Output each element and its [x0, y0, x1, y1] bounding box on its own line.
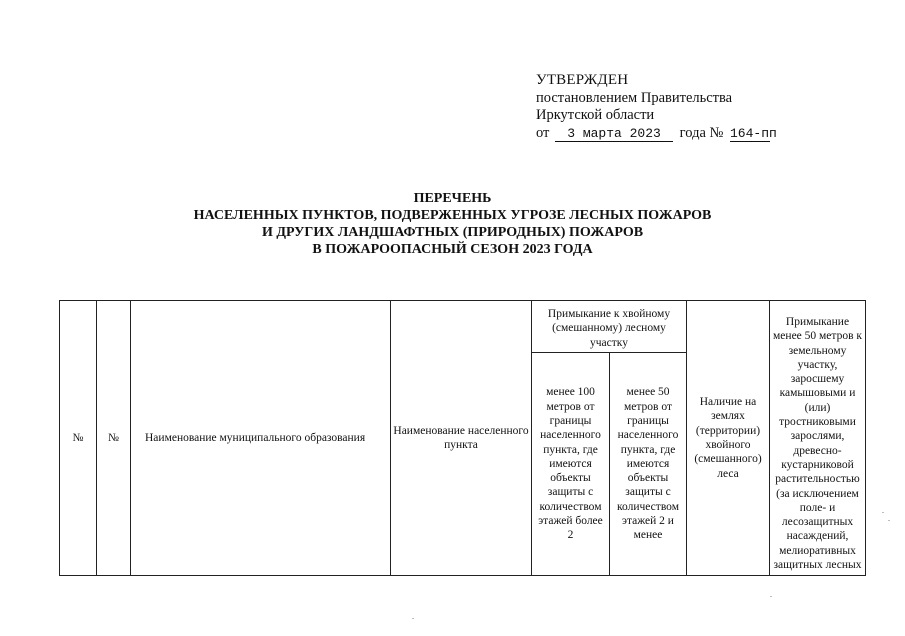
- header-less-100m: менее 100 метров от границы населенного пункта, где имеются объекты защиты с количеством этажей более 2: [532, 353, 610, 576]
- approval-decree-line: постановлением Правительства: [536, 89, 733, 106]
- scan-noise-dot: [770, 596, 772, 597]
- settlements-table: [59, 300, 866, 576]
- header-municipality: Наименование муниципального образования: [131, 301, 391, 576]
- approval-stamp: [536, 72, 777, 142]
- title-line-1: ПЕРЕЧЕНЬ: [413, 191, 492, 206]
- scan-noise-dot: [888, 520, 890, 521]
- title-line-4: В ПОЖАРООПАСНЫЙ СЕЗОН 2023 ГОДА: [312, 242, 593, 257]
- header-number-1: №: [60, 301, 97, 576]
- header-settlement: Наименование населенного пункта: [391, 301, 532, 576]
- approval-date-line: [536, 124, 777, 143]
- header-less-50m: менее 50 метров от границы населенного пункта, где имеются объекты защиты с количеством этажей 2 и менее: [610, 353, 687, 576]
- header-number-2: №: [97, 301, 131, 576]
- header-coniferous-lands: Наличие на землях (территории) хвойного (смешанного) леса: [687, 301, 770, 576]
- header-reed-adjacency: Примыкание менее 50 метров к земельному участку, заросшему камышовыми и (или) тростниковыми зарослями, древесно-кустарниковой растительностью (за исключением поле- и лесозащитных насаждений, мелиоративных защитных лесных: [770, 301, 866, 576]
- header-coniferous-group: Примыкание к хвойному (смешанному) лесному участку: [532, 301, 687, 353]
- title-line-3: И ДРУГИХ ЛАНДШАФТНЫХ (ПРИРОДНЫХ) ПОЖАРОВ: [261, 225, 644, 240]
- approval-date: 3 марта 2023: [555, 126, 673, 142]
- approval-from-label: от: [536, 124, 550, 141]
- document-title: [0, 190, 905, 258]
- approval-number: 164-пп: [729, 125, 777, 141]
- approval-region-line: Иркутской области: [536, 107, 655, 123]
- approval-heading: УТВЕРЖДЕН: [536, 72, 629, 88]
- scan-noise-dot: [882, 512, 884, 513]
- approval-year-label: года №: [679, 124, 724, 141]
- scan-noise-dot: [412, 618, 414, 619]
- title-line-2: НАСЕЛЕННЫХ ПУНКТОВ, ПОДВЕРЖЕННЫХ УГРОЗЕ ЛЕСНЫХ ПОЖАРОВ: [193, 208, 712, 223]
